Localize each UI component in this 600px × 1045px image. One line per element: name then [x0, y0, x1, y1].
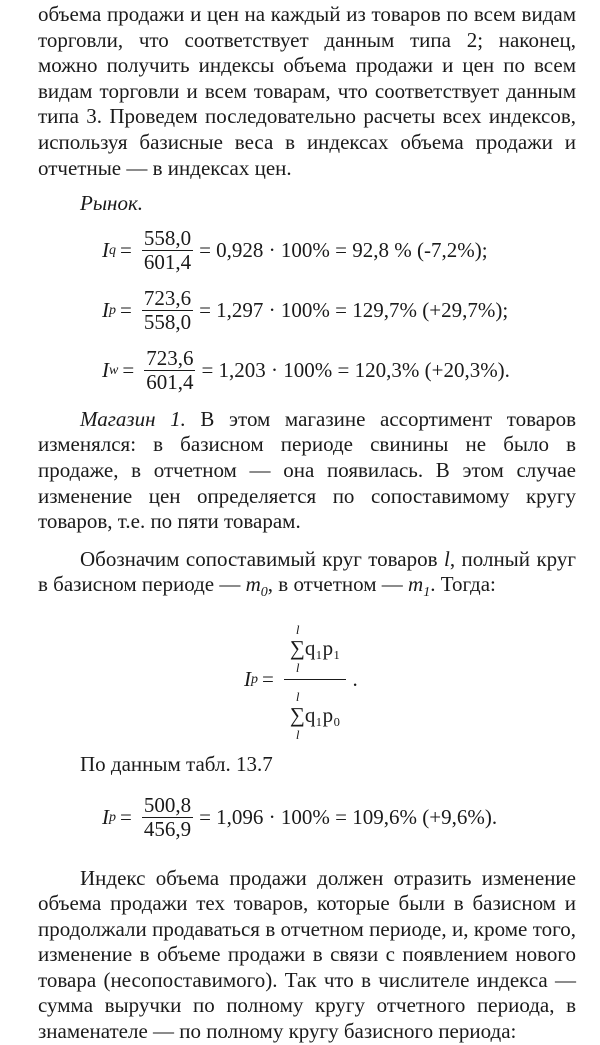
formula-iq-numerator: 558,0	[143, 226, 192, 251]
formula-ip-symbol: I	[102, 297, 109, 322]
formula-ip2-result: = 1,096 · 100% = 109,6% (+9,6%).	[199, 804, 498, 829]
formula-iq-denominator: 601,4	[143, 250, 192, 275]
formula-ip-denominator: 558,0	[143, 310, 192, 335]
formula-ip-sub: p	[109, 302, 116, 318]
market-label: Рынок.	[80, 191, 144, 216]
formula-iw-result: = 1,203 · 100% = 120,3% (+20,3%).	[201, 357, 510, 382]
store1-text: В этом магазине ассортимент товаров изменялся: в базисном периоде свинины не было в продаже, в отчетном — она появилась. В этом случае изменение цен определяется по сопоставимому кругу товаров, т.е. по пяти товарам.	[38, 406, 576, 534]
intro-paragraph: объема продажи и цен на каждый из товаров по всем видам торговли, что соответствует данным типа 2; наконец, можно получить индексы объема продажи и цен по всем видам торговли и всем товарам, что соответствует данным типа 3. Проведем последовательно расчеты всех индексов, используя базисные веса в индексах объема продажи и отчетные — в индексах цен.	[38, 2, 576, 180]
table-ref: По данным табл. 13.7	[80, 751, 273, 776]
formula-iw-symbol: I	[102, 357, 109, 382]
formula-ip2-numerator: 500,8	[143, 793, 192, 817]
define-paragraph: Обозначим сопоставимый круг товаров l, полный круг в базисном периоде — $m_0$, в отчетном — $m_1$. Тогда:	[38, 546, 576, 601]
formula-iq-sub: q	[109, 242, 116, 258]
formula-ip2-denominator: 456,9	[143, 817, 192, 841]
define-l-symbol: l	[443, 546, 450, 571]
formula-sigma-denominator: l ∑q₁p₀ l	[289, 689, 341, 743]
formula-iq: I q = $\frac{558,0}{601,4}$ = 0,928 · 100% = 92,8 % (-7,2%);	[102, 226, 488, 275]
formula-sigma-fraction	[284, 615, 347, 744]
formula-iq-fraction	[142, 227, 193, 274]
formula-iw-numerator: 723,6	[146, 346, 194, 371]
formula-iq-symbol: I	[102, 237, 109, 262]
store1-label: Магазин 1.	[80, 406, 186, 431]
formula-iw: I w = $\frac{723,6}{601,4}$ = 1,203 · 100% = 120,3% (+20,3%).	[102, 346, 510, 395]
formula-iw-sub: w	[109, 362, 119, 378]
formula-sigma-numerator: l ∑q₁p₁ l	[284, 615, 347, 680]
formula-ip2: I p = $\frac{500,8}{456,9}$ = 1,096 · 100% = 109,6% (+9,6%).	[102, 793, 498, 841]
store1-paragraph	[38, 407, 576, 535]
formula-iq-result: = 0,928 · 100% = 92,8 % (-7,2%);	[199, 237, 488, 262]
formula-ip-fraction	[142, 287, 193, 334]
formula-sigma: I p = l ∑q₁p₁ l l ∑q₁p₀ l .	[244, 610, 576, 750]
formula-iw-denominator: 601,4	[146, 370, 194, 395]
formula-iw-fraction	[144, 347, 195, 394]
formula-ip2-fraction	[142, 794, 193, 841]
formula-ip-numerator: 723,6	[143, 286, 192, 311]
final-paragraph: Индекс объема продажи должен отразить изменение объема продажи тех товаров, которые были в базисном и продолжали продаваться в отчетном периоде, и, кроме того, изменение в объеме продажи в связи с появлением нового товара (несопоставимого). Так что в числителе индекса — сумма выручки по полному кругу отчетного периода, в знаменателе — по полному кругу базисного периода:	[38, 865, 576, 1044]
formula-ip-result: = 1,297 · 100% = 129,7% (+29,7%);	[199, 297, 509, 322]
formula-ip: I p = $\frac{723,6}{558,0}$ = 1,297 · 100% = 129,7% (+29,7%);	[102, 286, 509, 335]
